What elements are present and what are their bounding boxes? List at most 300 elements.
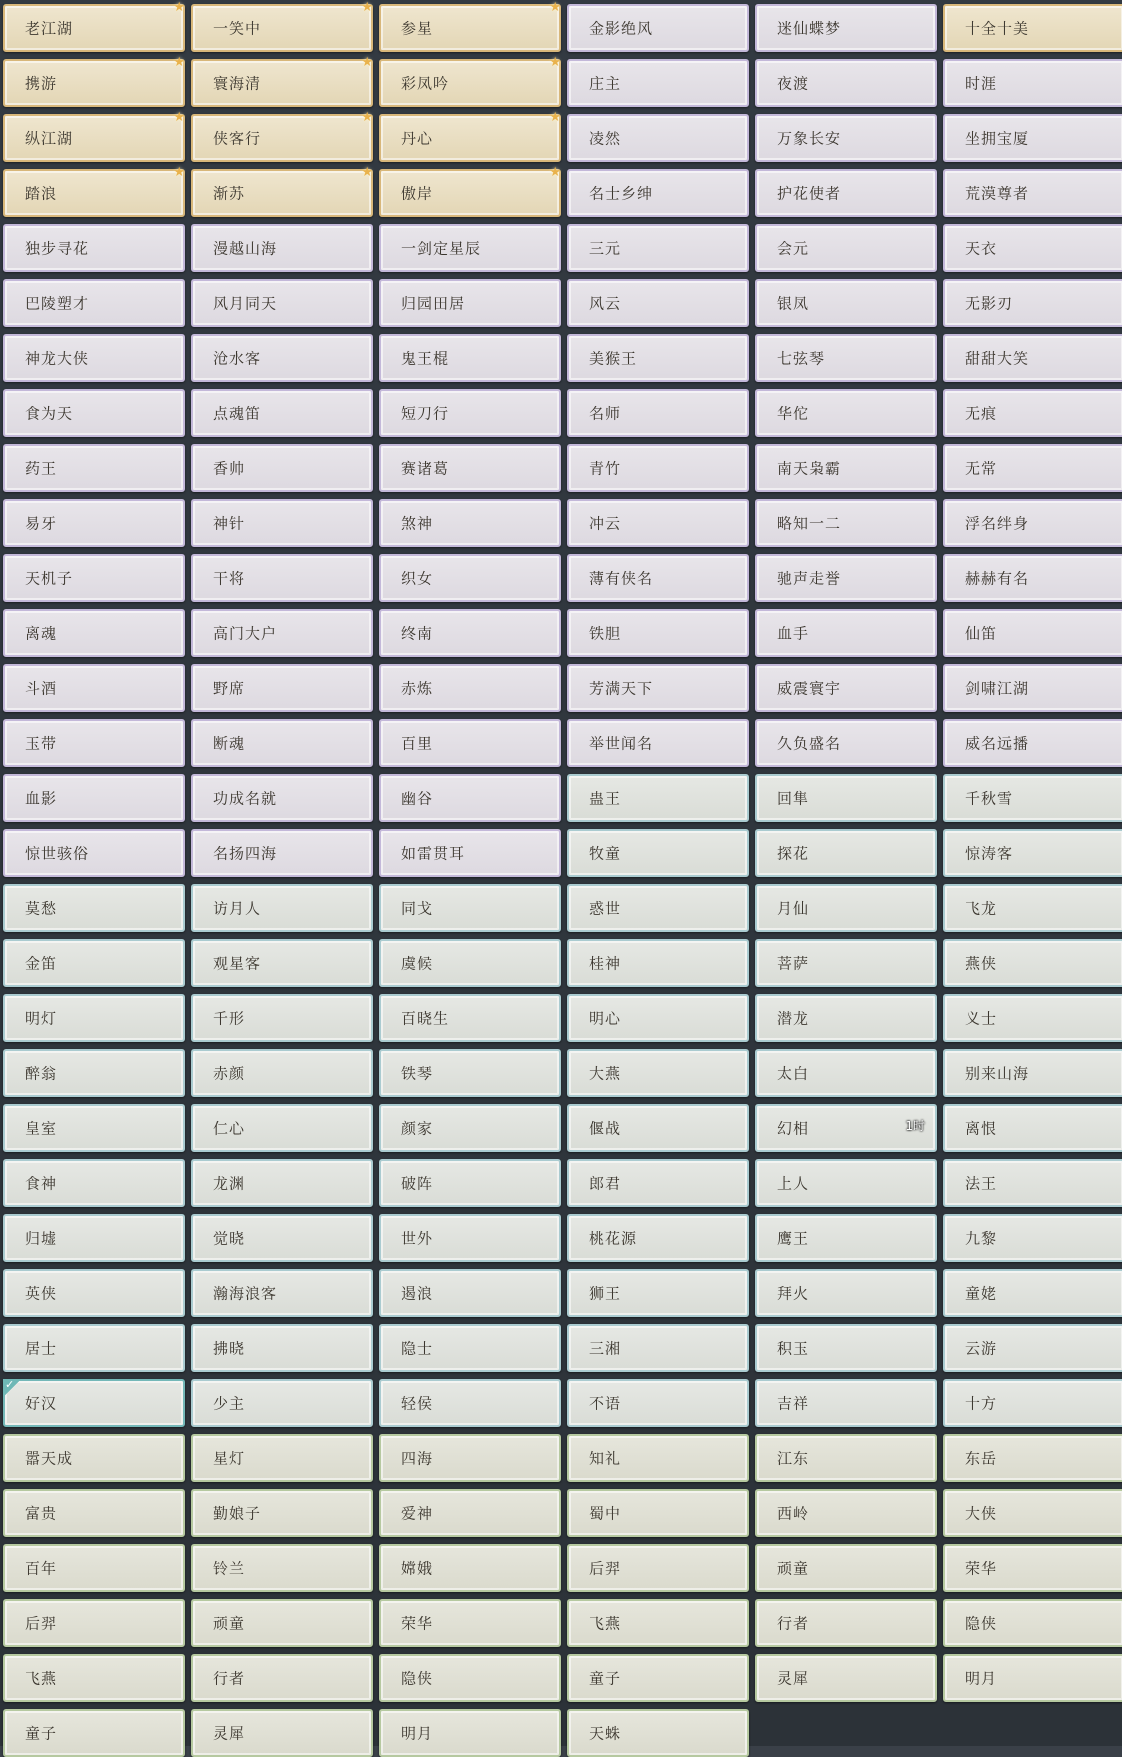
title-tile[interactable] — [379, 165, 561, 217]
title-tile[interactable] — [943, 1214, 1122, 1262]
title-label: 略知一二 — [777, 514, 842, 533]
title-label: 幽谷 — [401, 789, 434, 808]
title-label: 桃花源 — [589, 1229, 638, 1248]
title-tile[interactable] — [191, 110, 373, 162]
title-tile[interactable] — [755, 774, 937, 822]
title-tile[interactable] — [191, 1269, 373, 1317]
title-tile[interactable] — [755, 939, 937, 987]
title-tile[interactable] — [191, 0, 373, 52]
title-tile[interactable] — [3, 1214, 185, 1262]
title-tile[interactable] — [3, 884, 185, 932]
title-tile[interactable] — [191, 1434, 373, 1482]
title-tile[interactable] — [567, 664, 749, 712]
title-tile[interactable] — [379, 1544, 561, 1592]
title-tile[interactable] — [567, 1489, 749, 1537]
title-tile[interactable] — [943, 1599, 1122, 1647]
title-tile[interactable] — [567, 169, 749, 217]
title-tile[interactable] — [379, 1269, 561, 1317]
title-tile[interactable] — [379, 554, 561, 602]
title-tile[interactable] — [755, 1269, 937, 1317]
title-label: 拜火 — [777, 1284, 810, 1303]
title-tile[interactable] — [755, 1049, 937, 1097]
title-tile[interactable] — [191, 1049, 373, 1097]
title-tile[interactable] — [755, 609, 937, 657]
title-label: 芳满天下 — [589, 679, 654, 698]
title-tile[interactable] — [3, 55, 185, 107]
title-label: 万象长安 — [777, 129, 842, 148]
title-label: 天机子 — [25, 569, 74, 588]
title-tile[interactable] — [3, 1049, 185, 1097]
title-tile[interactable] — [567, 1434, 749, 1482]
title-label: 大侠 — [965, 1504, 998, 1523]
title-label: 侠客行 — [213, 129, 262, 148]
title-tile[interactable] — [567, 1379, 749, 1427]
title-label: 斗酒 — [25, 679, 58, 698]
title-tile[interactable] — [567, 1159, 749, 1207]
title-tile[interactable] — [943, 334, 1122, 382]
title-label: 煞神 — [401, 514, 434, 533]
title-tile[interactable] — [943, 774, 1122, 822]
title-tile[interactable] — [943, 59, 1122, 107]
title-label: 踏浪 — [25, 184, 58, 203]
title-tile[interactable] — [943, 1654, 1122, 1702]
title-tile[interactable] — [567, 114, 749, 162]
title-tile[interactable] — [567, 884, 749, 932]
title-tile[interactable] — [567, 444, 749, 492]
title-label: 夜渡 — [777, 74, 810, 93]
title-tile[interactable] — [379, 279, 561, 327]
title-label: 童姥 — [965, 1284, 998, 1303]
title-tile[interactable] — [567, 1269, 749, 1317]
title-label: 离恨 — [965, 1119, 998, 1138]
title-label: 金影绝风 — [589, 19, 654, 38]
title-tile[interactable] — [379, 994, 561, 1042]
star-icon: ★ — [361, 165, 373, 180]
title-label: 青竹 — [589, 459, 622, 478]
title-tile[interactable] — [567, 939, 749, 987]
title-tile[interactable] — [567, 1599, 749, 1647]
title-tile[interactable] — [3, 1159, 185, 1207]
title-tile[interactable] — [191, 279, 373, 327]
title-tile[interactable] — [191, 774, 373, 822]
title-label: 易牙 — [25, 514, 58, 533]
title-tile[interactable] — [3, 224, 185, 272]
title-label: 天衣 — [965, 239, 998, 258]
title-tile[interactable] — [943, 994, 1122, 1042]
title-tile[interactable] — [943, 1324, 1122, 1372]
title-tile[interactable] — [379, 1324, 561, 1372]
title-tile[interactable] — [3, 279, 185, 327]
title-label: 后羿 — [589, 1559, 622, 1578]
title-tile[interactable] — [3, 110, 185, 162]
title-tile[interactable] — [379, 389, 561, 437]
title-tile[interactable] — [567, 994, 749, 1042]
title-tile[interactable] — [943, 444, 1122, 492]
title-tile[interactable] — [379, 1434, 561, 1482]
title-tile[interactable] — [3, 609, 185, 657]
title-tile[interactable] — [755, 114, 937, 162]
title-tile[interactable] — [3, 1489, 185, 1537]
title-label: 血手 — [777, 624, 810, 643]
title-label: 南天枭霸 — [777, 459, 842, 478]
title-tile[interactable] — [567, 1544, 749, 1592]
title-tile[interactable] — [755, 1599, 937, 1647]
title-tile[interactable] — [567, 609, 749, 657]
title-tile[interactable] — [191, 334, 373, 382]
title-label: 荣华 — [965, 1559, 998, 1578]
title-tile[interactable] — [755, 664, 937, 712]
title-label: 参星 — [401, 19, 434, 38]
title-tile[interactable] — [943, 1379, 1122, 1427]
title-label: 四海 — [401, 1449, 434, 1468]
title-tile[interactable] — [191, 55, 373, 107]
title-tile[interactable] — [191, 1159, 373, 1207]
title-tile[interactable] — [379, 884, 561, 932]
title-tile[interactable] — [379, 719, 561, 767]
title-tile[interactable] — [567, 224, 749, 272]
title-label: 沧水客 — [213, 349, 262, 368]
title-tile[interactable] — [943, 1544, 1122, 1592]
title-tile[interactable] — [379, 1379, 561, 1427]
title-tile[interactable] — [3, 1709, 185, 1757]
title-tile[interactable] — [755, 389, 937, 437]
title-tile[interactable] — [379, 609, 561, 657]
title-tile[interactable] — [755, 719, 937, 767]
title-tile[interactable] — [943, 1269, 1122, 1317]
title-tile[interactable] — [3, 829, 185, 877]
title-label: 顽童 — [213, 1614, 246, 1633]
title-tile[interactable] — [191, 664, 373, 712]
title-tile[interactable] — [943, 4, 1122, 52]
title-label: 无痕 — [965, 404, 998, 423]
title-label: 名师 — [589, 404, 622, 423]
title-label: 飞燕 — [25, 1669, 58, 1688]
title-label: 香帅 — [213, 459, 246, 478]
title-tile[interactable] — [567, 774, 749, 822]
title-tile[interactable] — [943, 114, 1122, 162]
title-tile[interactable] — [191, 554, 373, 602]
title-label: 十方 — [965, 1394, 998, 1413]
title-tile[interactable] — [755, 829, 937, 877]
title-label: 百晓生 — [401, 1009, 450, 1028]
title-tile[interactable] — [567, 59, 749, 107]
title-tile[interactable] — [379, 1654, 561, 1702]
title-tile[interactable] — [379, 1489, 561, 1537]
title-label: 归园田居 — [401, 294, 466, 313]
title-label: 飞燕 — [589, 1614, 622, 1633]
title-tile[interactable] — [567, 499, 749, 547]
title-label: 威名远播 — [965, 734, 1030, 753]
title-label: 寰海清 — [213, 74, 262, 93]
title-label: 隐士 — [401, 1339, 434, 1358]
title-tile[interactable] — [755, 444, 937, 492]
title-label: 风月同天 — [213, 294, 278, 313]
title-tile[interactable] — [3, 1269, 185, 1317]
title-label: 惑世 — [589, 899, 622, 918]
title-tile[interactable] — [3, 664, 185, 712]
title-tile[interactable] — [379, 664, 561, 712]
title-tile[interactable] — [755, 994, 937, 1042]
title-label: 隐侠 — [401, 1669, 434, 1688]
title-tile[interactable] — [755, 554, 937, 602]
title-label: 嚣天成 — [25, 1449, 74, 1468]
title-tile[interactable] — [379, 55, 561, 107]
title-tile[interactable] — [755, 279, 937, 327]
title-label: 彩凤吟 — [401, 74, 450, 93]
title-tile[interactable] — [191, 1489, 373, 1537]
title-tile[interactable] — [567, 279, 749, 327]
title-tile[interactable] — [755, 1544, 937, 1592]
title-label: 吉祥 — [777, 1394, 810, 1413]
title-tile[interactable] — [755, 334, 937, 382]
title-tile[interactable] — [567, 719, 749, 767]
title-tile[interactable] — [755, 1159, 937, 1207]
title-tile[interactable] — [191, 1709, 373, 1757]
title-tile[interactable] — [379, 444, 561, 492]
title-tile[interactable] — [755, 1379, 937, 1427]
title-tile[interactable] — [567, 1214, 749, 1262]
title-tile[interactable] — [567, 829, 749, 877]
title-tile[interactable] — [191, 165, 373, 217]
title-label: 三湘 — [589, 1339, 622, 1358]
title-tile[interactable] — [191, 609, 373, 657]
title-tile[interactable] — [191, 829, 373, 877]
title-tile[interactable] — [755, 1434, 937, 1482]
title-label: 风云 — [589, 294, 622, 313]
title-tile[interactable] — [379, 110, 561, 162]
title-tile[interactable] — [3, 334, 185, 382]
title-tile[interactable] — [379, 224, 561, 272]
title-label: 功成名就 — [213, 789, 278, 808]
title-tile[interactable] — [379, 829, 561, 877]
title-tile[interactable] — [755, 59, 937, 107]
title-tile[interactable] — [943, 1104, 1122, 1152]
title-tile[interactable] — [567, 1324, 749, 1372]
title-tile[interactable] — [191, 389, 373, 437]
title-tile[interactable] — [379, 499, 561, 547]
star-icon: ★ — [549, 0, 561, 15]
title-tile[interactable] — [191, 1104, 373, 1152]
title-tile[interactable] — [379, 1214, 561, 1262]
title-tile[interactable] — [567, 1709, 749, 1757]
title-tile[interactable] — [191, 719, 373, 767]
title-label: 鬼王棍 — [401, 349, 450, 368]
title-tile[interactable] — [191, 884, 373, 932]
title-label: 嫦娥 — [401, 1559, 434, 1578]
title-tile[interactable] — [379, 1709, 561, 1757]
title-tile[interactable] — [379, 1049, 561, 1097]
title-label: 百年 — [25, 1559, 58, 1578]
title-label: 飞龙 — [965, 899, 998, 918]
title-label: 七弦琴 — [777, 349, 826, 368]
title-tile[interactable] — [755, 224, 937, 272]
title-tile[interactable] — [3, 719, 185, 767]
title-tile[interactable] — [191, 1544, 373, 1592]
title-tile[interactable] — [3, 994, 185, 1042]
star-icon: ★ — [173, 55, 185, 70]
title-label: 久负盛名 — [777, 734, 842, 753]
title-label: 义士 — [965, 1009, 998, 1028]
title-tile[interactable] — [3, 1104, 185, 1152]
title-tile[interactable] — [943, 829, 1122, 877]
title-tile[interactable] — [943, 1159, 1122, 1207]
title-label: 野席 — [213, 679, 246, 698]
title-tile[interactable] — [3, 1434, 185, 1482]
title-tile[interactable] — [943, 1489, 1122, 1537]
title-tile[interactable] — [943, 169, 1122, 217]
title-tile[interactable] — [567, 4, 749, 52]
title-tile[interactable] — [943, 554, 1122, 602]
title-label: 织女 — [401, 569, 434, 588]
title-tile[interactable] — [191, 1214, 373, 1262]
title-label: 血影 — [25, 789, 58, 808]
title-label: 行者 — [777, 1614, 810, 1633]
title-label: 皇室 — [25, 1119, 58, 1138]
title-tile[interactable] — [191, 1324, 373, 1372]
title-tile[interactable] — [191, 1599, 373, 1647]
title-tile[interactable] — [191, 224, 373, 272]
title-tile[interactable] — [3, 444, 185, 492]
title-tile[interactable] — [191, 1654, 373, 1702]
star-icon: ★ — [173, 165, 185, 180]
title-tile[interactable] — [3, 774, 185, 822]
title-label: 甜甜大笑 — [965, 349, 1030, 368]
title-tile[interactable] — [191, 444, 373, 492]
title-tile[interactable] — [3, 554, 185, 602]
title-label: 觉晓 — [213, 1229, 246, 1248]
title-label: 荒漠尊者 — [965, 184, 1030, 203]
title-label: 世外 — [401, 1229, 434, 1248]
title-label: 神龙大侠 — [25, 349, 90, 368]
title-tile[interactable] — [755, 1654, 937, 1702]
title-tile[interactable] — [3, 499, 185, 547]
title-tile[interactable] — [943, 719, 1122, 767]
title-label: 护花使者 — [777, 184, 842, 203]
title-label: 少主 — [213, 1394, 246, 1413]
title-label: 薄有侠名 — [589, 569, 654, 588]
title-label: 狮王 — [589, 1284, 622, 1303]
title-label: 仙笛 — [965, 624, 998, 643]
title-label: 轻侯 — [401, 1394, 434, 1413]
title-tile[interactable] — [943, 279, 1122, 327]
title-label: 访月人 — [213, 899, 262, 918]
title-label: 鹰王 — [777, 1229, 810, 1248]
title-tile[interactable] — [3, 0, 185, 52]
title-label: 点魂笛 — [213, 404, 262, 423]
title-tile[interactable] — [567, 1049, 749, 1097]
title-label: 丹心 — [401, 129, 434, 148]
title-label: 漫越山海 — [213, 239, 278, 258]
title-label: 老江湖 — [25, 19, 74, 38]
title-label: 江东 — [777, 1449, 810, 1468]
title-label: 凌然 — [589, 129, 622, 148]
title-tile[interactable] — [3, 165, 185, 217]
title-tile[interactable] — [3, 1324, 185, 1372]
title-label: 纵江湖 — [25, 129, 74, 148]
title-tile[interactable] — [379, 774, 561, 822]
title-tile[interactable] — [755, 169, 937, 217]
title-tile[interactable] — [943, 1049, 1122, 1097]
title-tile[interactable] — [3, 1599, 185, 1647]
title-tile[interactable] — [379, 939, 561, 987]
title-tile[interactable] — [379, 1599, 561, 1647]
title-label: 知礼 — [589, 1449, 622, 1468]
title-label: 铁胆 — [589, 624, 622, 643]
title-tile[interactable] — [379, 1159, 561, 1207]
title-tile[interactable] — [3, 1654, 185, 1702]
title-label: 离魂 — [25, 624, 58, 643]
title-tile[interactable] — [943, 1434, 1122, 1482]
title-label: 积玉 — [777, 1339, 810, 1358]
title-label: 虞候 — [401, 954, 434, 973]
title-tile[interactable] — [755, 1324, 937, 1372]
title-tile[interactable] — [943, 884, 1122, 932]
title-tile[interactable] — [755, 499, 937, 547]
title-label: 居士 — [25, 1339, 58, 1358]
timer-text: 1时 — [905, 1119, 925, 1133]
title-tile[interactable] — [755, 1104, 937, 1152]
title-label: 明灯 — [25, 1009, 58, 1028]
star-icon: ★ — [361, 55, 373, 70]
title-label: 惊涛客 — [965, 844, 1014, 863]
title-tile[interactable] — [943, 939, 1122, 987]
title-label: 富贵 — [25, 1504, 58, 1523]
title-label: 食神 — [25, 1174, 58, 1193]
title-tile[interactable] — [379, 0, 561, 52]
title-label: 英侠 — [25, 1284, 58, 1303]
title-tile[interactable] — [755, 4, 937, 52]
title-label: 破阵 — [401, 1174, 434, 1193]
title-label: 明月 — [965, 1669, 998, 1688]
title-tile[interactable] — [191, 994, 373, 1042]
title-label: 十全十美 — [965, 19, 1030, 38]
title-tile[interactable] — [943, 224, 1122, 272]
title-label: 好汉 — [25, 1394, 58, 1413]
title-tile[interactable] — [755, 884, 937, 932]
title-label: 迷仙蝶梦 — [777, 19, 842, 38]
title-tile[interactable] — [3, 1379, 185, 1427]
title-label: 无常 — [965, 459, 998, 478]
title-tile[interactable] — [191, 939, 373, 987]
title-tile[interactable] — [379, 334, 561, 382]
title-tile[interactable] — [3, 939, 185, 987]
title-tile[interactable] — [755, 1489, 937, 1537]
title-tile[interactable] — [191, 499, 373, 547]
title-tile[interactable] — [943, 664, 1122, 712]
title-tile[interactable] — [567, 389, 749, 437]
title-tile[interactable] — [567, 1654, 749, 1702]
title-tile[interactable] — [755, 1214, 937, 1262]
title-label: 月仙 — [777, 899, 810, 918]
title-tile[interactable] — [943, 609, 1122, 657]
title-tile[interactable] — [191, 1379, 373, 1427]
title-label: 赫赫有名 — [965, 569, 1030, 588]
title-label: 独步寻花 — [25, 239, 90, 258]
title-tile[interactable] — [567, 554, 749, 602]
title-label: 隐侠 — [965, 1614, 998, 1633]
title-label: 天蛛 — [589, 1724, 622, 1743]
title-tile[interactable] — [567, 1104, 749, 1152]
title-tile[interactable] — [379, 1104, 561, 1152]
title-tile[interactable] — [3, 1544, 185, 1592]
title-tile[interactable] — [3, 389, 185, 437]
title-label: 赛诸葛 — [401, 459, 450, 478]
check-icon: ✓ — [3, 1379, 21, 1397]
title-tile[interactable] — [943, 499, 1122, 547]
title-tile[interactable] — [943, 389, 1122, 437]
title-label: 一笑中 — [213, 19, 262, 38]
title-tile[interactable] — [567, 334, 749, 382]
